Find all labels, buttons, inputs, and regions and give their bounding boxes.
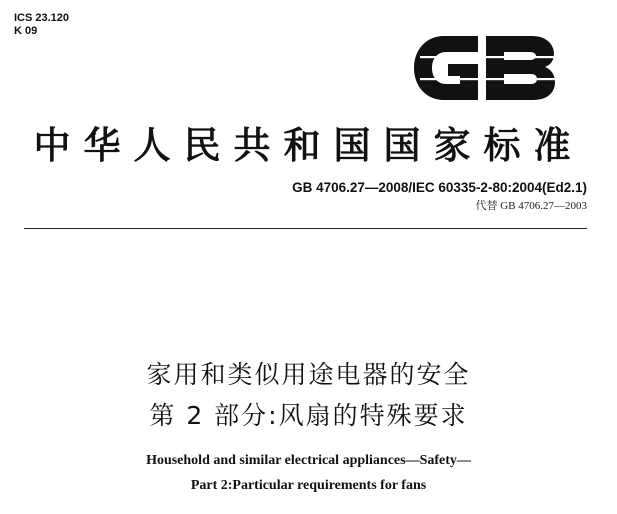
gb-logo (408, 32, 558, 104)
gb-logo-letter-g (414, 36, 484, 100)
gb-logo-letter-b (484, 36, 556, 100)
chinese-title-line-2: 第 2 部分:风扇的特殊要求 (149, 401, 468, 430)
english-title-line-2: Part 2:Particular requirements for fans (190, 478, 427, 493)
chinese-title-line-1: 家用和类似用途电器的安全 (146, 360, 471, 389)
standard-number: GB 4706.27—2008/IEC 60335-2-80:2004(Ed2.1) (292, 180, 587, 195)
classification-code: K 09 (14, 25, 38, 37)
ics-code: ICS 23.120 (14, 12, 70, 24)
horizontal-rule (24, 228, 587, 229)
replaces-standard: 代替 GB 4706.27—2003 (475, 200, 587, 212)
ics-block (14, 12, 69, 38)
english-title-line-1: Household and similar electrical appliances—Safety— (146, 453, 471, 468)
national-standard-title: 中华人民共和国国家标准 (33, 123, 584, 167)
